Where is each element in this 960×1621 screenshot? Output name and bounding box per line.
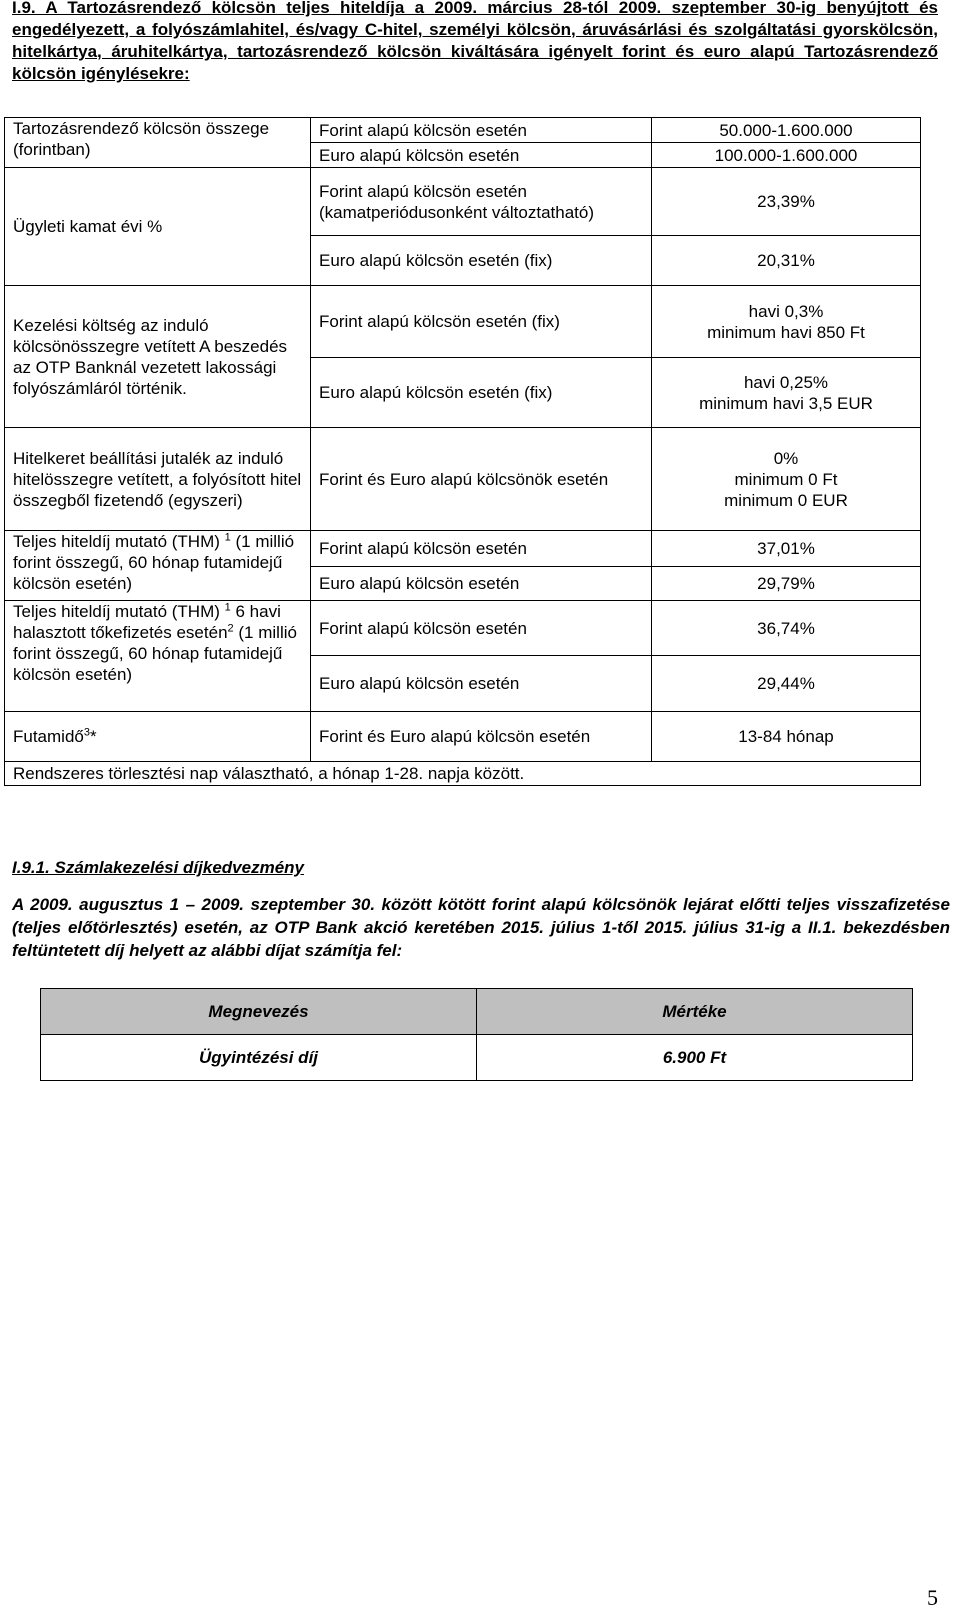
thm1-eur-label: Euro alapú kölcsön esetén (311, 567, 652, 601)
subsection-title: I.9.1. Számlakezelési díjkedvezmény (12, 858, 304, 877)
fee-header-name: Megnevezés (41, 989, 477, 1035)
thm2-huf-label: Forint alapú kölcsön esetén (311, 601, 652, 656)
term-label (5, 712, 311, 762)
handling-huf-min: minimum havi 850 Ft (707, 322, 865, 342)
thm2-footnote-2: 2 (227, 622, 234, 635)
fee-rate: 0% (773, 448, 799, 468)
loan-terms-table (4, 117, 921, 786)
term-star: * (90, 727, 97, 746)
handling-eur-rate: havi 0,25% (743, 372, 829, 392)
thm2-label-a: Teljes hiteldíj mutató (THM) (13, 602, 220, 621)
handling-eur-value (652, 358, 921, 428)
thm1-huf-label: Forint alapú kölcsön esetén (311, 531, 652, 567)
fee-value (652, 428, 921, 531)
table-row (5, 286, 921, 358)
thm2-footnote-1: 1 (224, 601, 231, 614)
section-heading: I.9. A Tartozásrendező kölcsön teljes hiteldíja a 2009. március 28-tól 2009. szeptember 30-ig benyújtott és engedélyezett, a folyószámlahitel, és/vagy C-hitel, személyi kölcsön, áruvásárlási és szolgáltatási gyorskölcsön, hitelkártya, áruhitelkártya, tartozásrendező kölcsön kiváltására igényelt forint és euro alapú Tartozásrendező kölcsön igénylésekre: (12, 0, 938, 83)
table-row (5, 601, 921, 656)
handling-huf-rate: havi 0,3% (748, 301, 824, 321)
handling-eur-label: Euro alapú kölcsön esetén (fix) (311, 358, 652, 428)
term-both-label: Forint és Euro alapú kölcsön esetén (311, 712, 652, 762)
thm1-label (5, 531, 311, 601)
amount-eur-value: 100.000-1.600.000 (652, 143, 921, 168)
thm2-eur-label: Euro alapú kölcsön esetén (311, 656, 652, 712)
interest-huf-value: 23,39% (652, 168, 921, 236)
thm2-label-b: 6 havi halasztott tőkefizetés esetén (13, 602, 281, 642)
term-value: 13-84 hónap (652, 712, 921, 762)
interest-huf-label: Forint alapú kölcsön esetén (kamatperiódusonként változtatható) (311, 168, 652, 236)
table-row (5, 118, 921, 143)
fee-label: Hitelkeret beállítási jutalék az induló hitelösszegre vetített, a folyósított hitel összegből fizetendő (egyszeri) (5, 428, 311, 531)
fee-row-amount: 6.900 Ft (477, 1035, 913, 1081)
amount-huf-label: Forint alapú kölcsön esetén (311, 118, 652, 143)
repayment-note: Rendszeres törlesztési nap választható, a hónap 1-28. napja között. (5, 762, 921, 786)
table-row (41, 1035, 913, 1081)
thm1-huf-value: 37,01% (652, 531, 921, 567)
fee-header-amount: Mértéke (477, 989, 913, 1035)
thm1-label-b: (1 millió forint összegű, 60 hónap futamidejű kölcsön esetén) (13, 532, 295, 593)
thm1-label-a: Teljes hiteldíj mutató (THM) (13, 532, 220, 551)
page-number: 5 (927, 1585, 938, 1610)
thm1-footnote: 1 (224, 531, 231, 544)
thm2-label (5, 601, 311, 712)
amount-eur-label: Euro alapú kölcsön esetén (311, 143, 652, 168)
fee-table-header (41, 989, 913, 1035)
table-row (5, 531, 921, 567)
amount-huf-value: 50.000-1.600.000 (652, 118, 921, 143)
fee-min-eur: minimum 0 EUR (724, 490, 848, 510)
thm1-eur-value: 29,79% (652, 567, 921, 601)
fee-row-name: Ügyintézési díj (41, 1035, 477, 1081)
thm2-huf-value: 36,74% (652, 601, 921, 656)
fee-both-label: Forint és Euro alapú kölcsönök esetén (311, 428, 652, 531)
handling-huf-label: Forint alapú kölcsön esetén (fix) (311, 286, 652, 358)
interest-label: Ügyleti kamat évi % (5, 168, 311, 286)
interest-eur-label: Euro alapú kölcsön esetén (fix) (311, 236, 652, 286)
term-label-text: Futamidő (13, 727, 84, 746)
amount-label: Tartozásrendező kölcsön összege (forintban) (5, 118, 311, 168)
handling-label: Kezelési költség az induló kölcsönösszegre vetített A beszedés az OTP Banknál vezetett lakossági folyószámláról történik. (5, 286, 311, 428)
table-row (5, 428, 921, 531)
handling-huf-value (652, 286, 921, 358)
table-row (5, 712, 921, 762)
table-row (5, 168, 921, 236)
term-footnote: 3 (83, 726, 90, 739)
thm2-label-c: (1 millió forint összegű, 60 hónap futamidejű kölcsön esetén) (13, 623, 297, 684)
fee-min-huf: minimum 0 Ft (734, 469, 838, 489)
table-row (5, 762, 921, 786)
interest-eur-value: 20,31% (652, 236, 921, 286)
thm2-eur-value: 29,44% (652, 656, 921, 712)
fee-table (40, 988, 913, 1081)
handling-eur-min: minimum havi 3,5 EUR (699, 393, 873, 413)
subsection-paragraph: A 2009. augusztus 1 – 2009. szeptember 30. között kötött forint alapú kölcsönök lejárat előtti teljes visszafizetése (teljes előtörlesztés) esetén, az OTP Bank akció keretében 2015. július 1-től 2015. július 31-ig a II.1. bekezdésben feltüntetett díj helyett az alábbi díjat számítja fel: (12, 895, 950, 960)
